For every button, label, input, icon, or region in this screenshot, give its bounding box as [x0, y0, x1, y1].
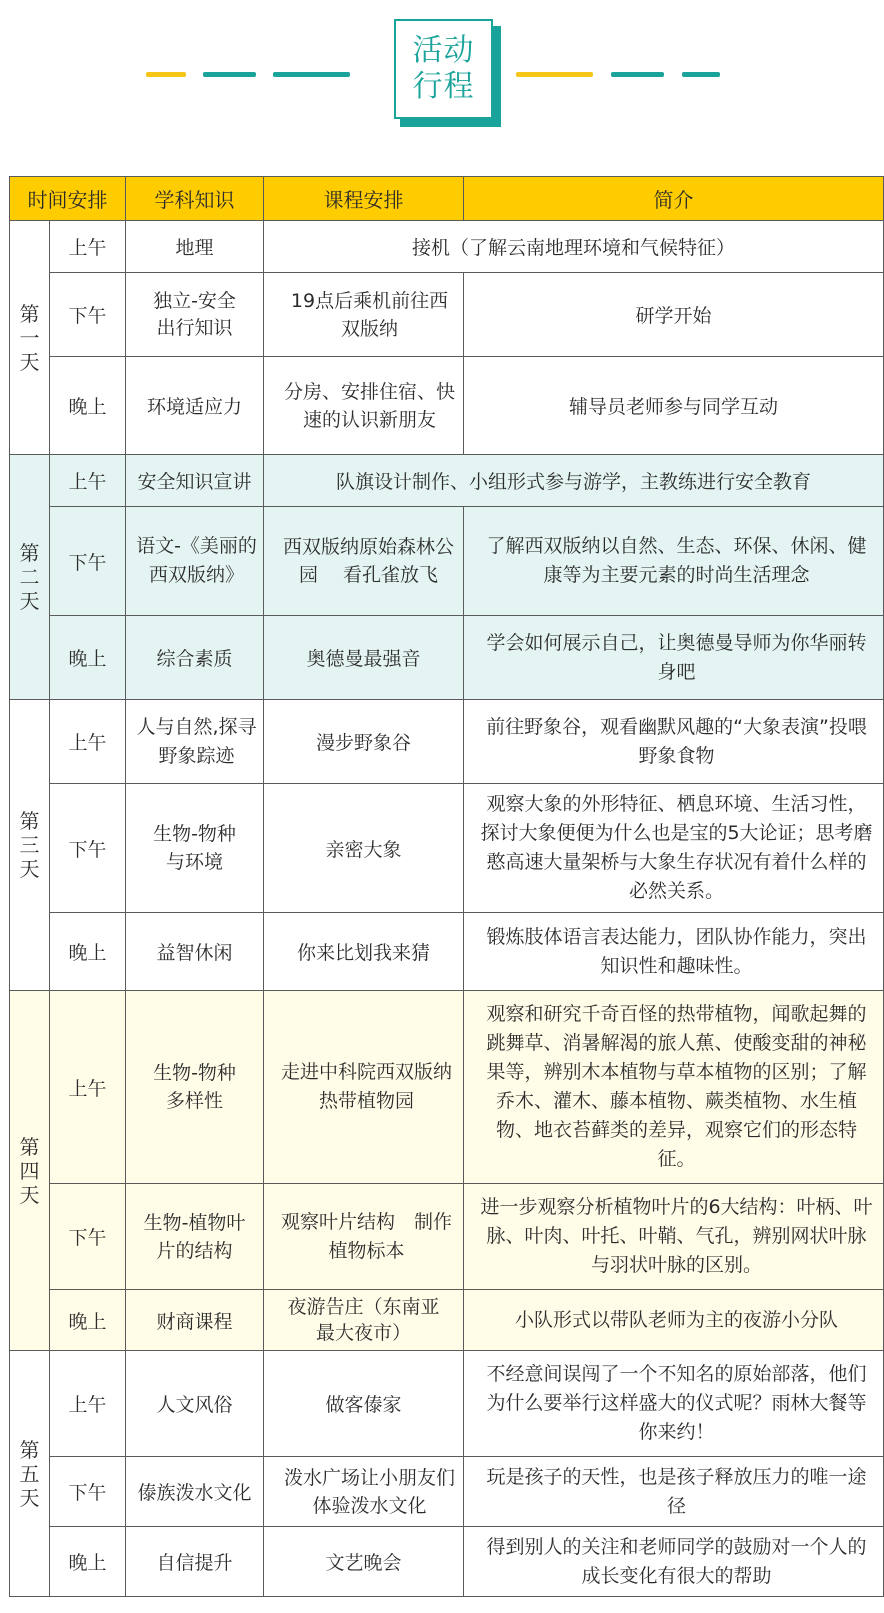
subject-cell: 财商课程 — [126, 1290, 264, 1351]
table-row — [10, 616, 884, 700]
table-row — [10, 357, 884, 455]
subject-cell: 人文风俗 — [126, 1351, 264, 1457]
page-title — [394, 19, 493, 119]
page-title-line-2: 行程 — [412, 69, 475, 104]
intro-cell: 进一步观察分析植物叶片的6大结构：叶柄、叶脉、叶肉、叶托、叶鞘、气孔，辨别网状叶脉与羽状叶脉的区别。 — [464, 1184, 884, 1290]
intro-cell: 前往野象谷，观看幽默风趣的“大象表演”投喂野象食物 — [464, 700, 884, 784]
subject-cell: 傣族泼水文化 — [126, 1457, 264, 1527]
table-row — [10, 913, 884, 991]
time-cell: 晚上 — [50, 913, 126, 991]
header-intro: 简介 — [464, 177, 884, 221]
subject-cell: 独立-安全出行知识 — [126, 273, 264, 357]
time-cell: 晚上 — [50, 616, 126, 700]
course-cell: 走进中科院西双版纳热带植物园 — [264, 991, 464, 1184]
intro-cell: 得到别人的关注和老师同学的鼓励对一个人的成长变化有很大的帮助 — [464, 1527, 884, 1597]
subject-cell: 语文-《美丽的西双版纳》 — [126, 507, 264, 616]
time-cell: 下午 — [50, 784, 126, 913]
course-cell: 接机（了解云南地理环境和气候特征） — [264, 221, 884, 273]
table-row — [10, 273, 884, 357]
intro-cell: 不经意间误闯了一个不知名的原始部落，他们为什么要举行这样盛大的仪式呢？雨林大餐等你来约！ — [464, 1351, 884, 1457]
course-cell: 你来比划我来猜 — [264, 913, 464, 991]
table-row — [10, 1527, 884, 1597]
intro-cell: 小队形式以带队老师为主的夜游小分队 — [464, 1290, 884, 1351]
intro-cell: 辅导员老师参与同学互动 — [464, 357, 884, 455]
header-dash-right-2 — [611, 72, 664, 77]
course-cell: 队旗设计制作、小组形式参与游学，主教练进行安全教育 — [264, 455, 884, 507]
subject-cell: 生物-物种与环境 — [126, 784, 264, 913]
time-cell: 上午 — [50, 221, 126, 273]
header-dash-left-1 — [146, 72, 186, 77]
subject-cell: 生物-植物叶片的结构 — [126, 1184, 264, 1290]
header-course: 课程安排 — [264, 177, 464, 221]
table-row — [10, 784, 884, 913]
time-cell: 上午 — [50, 700, 126, 784]
time-cell: 下午 — [50, 273, 126, 357]
course-cell: 亲密大象 — [264, 784, 464, 913]
header-dash-right-3 — [682, 72, 720, 77]
time-cell: 上午 — [50, 455, 126, 507]
intro-cell: 观察大象的外形特征、栖息环境、生活习性，探讨大象便便为什么也是宝的5大论证；思考磨憨高速大量架桥与大象生存状况有着什么样的必然关系。 — [464, 784, 884, 913]
course-cell: 观察叶片结构 制作植物标本 — [264, 1184, 464, 1290]
table-row — [10, 700, 884, 784]
intro-cell: 学会如何展示自己，让奥德曼导师为你华丽转身吧 — [464, 616, 884, 700]
table-row — [10, 1457, 884, 1527]
day-label-3: 第 三 天 — [10, 700, 50, 991]
subject-cell: 安全知识宣讲 — [126, 455, 264, 507]
table-row — [10, 1290, 884, 1351]
course-cell: 奥德曼最强音 — [264, 616, 464, 700]
course-cell: 文艺晚会 — [264, 1527, 464, 1597]
header-dash-left-2 — [203, 72, 256, 77]
subject-cell: 地理 — [126, 221, 264, 273]
header-subject: 学科知识 — [126, 177, 264, 221]
intro-cell: 了解西双版纳以自然、生态、环保、休闲、健康等为主要元素的时尚生活理念 — [464, 507, 884, 616]
intro-cell: 研学开始 — [464, 273, 884, 357]
course-cell: 泼水广场让小朋友们体验泼水文化 — [264, 1457, 464, 1527]
intro-cell: 观察和研究千奇百怪的热带植物，闻歌起舞的跳舞草、消暑解渴的旅人蕉、使酸变甜的神秘果等，辨别木本植物与草本植物的区别；了解乔木、灌木、藤本植物、蕨类植物、水生植物、地衣苔藓类的差异，观察它们的形态特征。 — [464, 991, 884, 1184]
subject-cell: 生物-物种多样性 — [126, 991, 264, 1184]
course-cell: 做客傣家 — [264, 1351, 464, 1457]
schedule-table — [9, 176, 884, 1597]
time-cell: 下午 — [50, 507, 126, 616]
intro-cell: 锻炼肢体语言表达能力，团队协作能力，突出知识性和趣味性。 — [464, 913, 884, 991]
table-row — [10, 1351, 884, 1457]
subject-cell: 环境适应力 — [126, 357, 264, 455]
header-dash-right-1 — [516, 72, 593, 77]
time-cell: 晚上 — [50, 1527, 126, 1597]
course-cell: 夜游告庄（东南亚最大夜市） — [264, 1290, 464, 1351]
table-row — [10, 507, 884, 616]
table-row — [10, 1184, 884, 1290]
header-time: 时间安排 — [10, 177, 126, 221]
subject-cell: 人与自然,探寻野象踪迹 — [126, 700, 264, 784]
intro-cell: 玩是孩子的天性，也是孩子释放压力的唯一途径 — [464, 1457, 884, 1527]
table-row — [10, 221, 884, 273]
course-cell: 西双版纳原始森林公园 看孔雀放飞 — [264, 507, 464, 616]
table-row — [10, 455, 884, 507]
header-dash-left-3 — [273, 72, 350, 77]
time-cell: 上午 — [50, 991, 126, 1184]
table-header-row — [10, 177, 884, 221]
time-cell: 下午 — [50, 1457, 126, 1527]
time-cell: 晚上 — [50, 357, 126, 455]
time-cell: 上午 — [50, 1351, 126, 1457]
table-row — [10, 991, 884, 1184]
subject-cell: 益智休闲 — [126, 913, 264, 991]
course-cell: 漫步野象谷 — [264, 700, 464, 784]
time-cell: 晚上 — [50, 1290, 126, 1351]
day-label-5: 第 五 天 — [10, 1351, 50, 1597]
subject-cell: 自信提升 — [126, 1527, 264, 1597]
time-cell: 下午 — [50, 1184, 126, 1290]
course-cell: 19点后乘机前往西双版纳 — [264, 273, 464, 357]
page-title-line-1: 活动 — [412, 33, 475, 68]
subject-cell: 综合素质 — [126, 616, 264, 700]
day-label-4: 第 四 天 — [10, 991, 50, 1351]
day-label-2: 第 二 天 — [10, 455, 50, 700]
day-label-1: 第 一 天 — [10, 221, 50, 455]
course-cell: 分房、安排住宿、快速的认识新朋友 — [264, 357, 464, 455]
